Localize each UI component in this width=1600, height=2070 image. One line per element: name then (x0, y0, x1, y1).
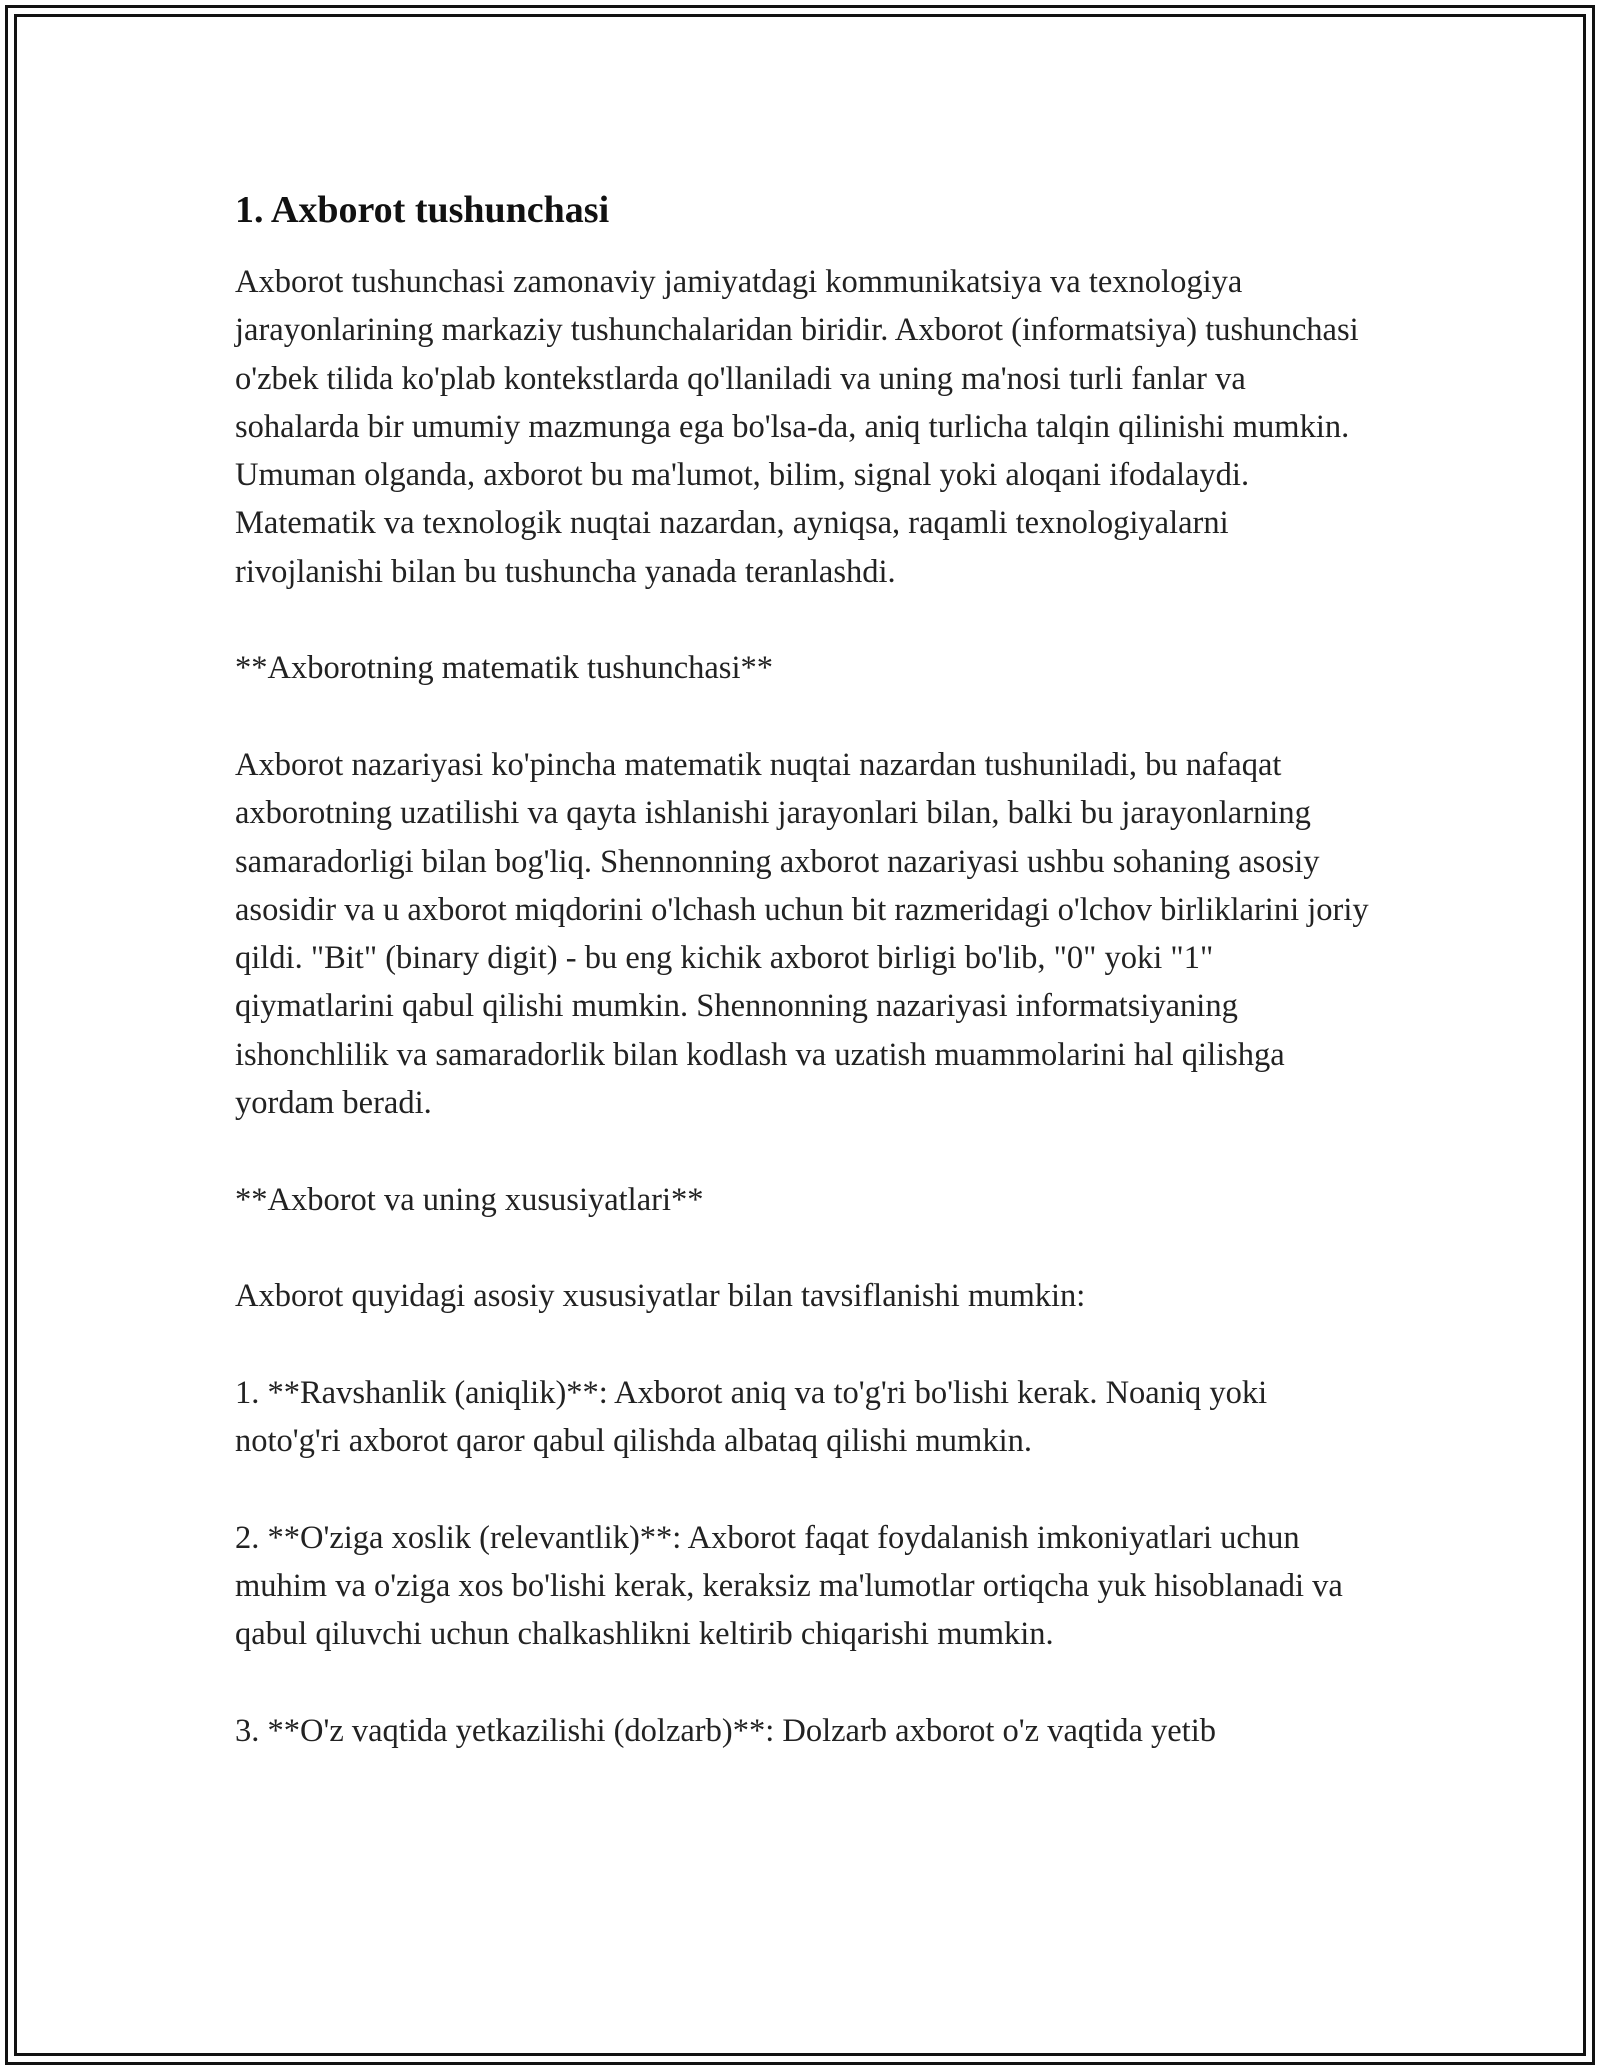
subheading-math-concept: **Axborotning matematik tushunchasi** (235, 650, 773, 687)
properties-intro-paragraph: Axborot quyidagi asosiy xususiyatlar bilan tavsiflanishi mumkin: (235, 1278, 1086, 1315)
list-item-relevance: 2. **O'ziga xoslik (relevantlik)**: Axborot faqat foydalanish imkoniyatlari uchun muhim va o'ziga xos bo'lishi kerak, keraksiz ma'lumotlar ortiqcha yuk hisoblanadi va qabul qiluvchi uchun chalkashlikni keltirib chiqarishi mumkin. (235, 1519, 1343, 1653)
math-theory-paragraph: Axborot nazariyasi ko'pincha matematik nuqtai nazardan tushuniladi, bu nafaqat axborotning uzatilishi va qayta ishlanishi jarayonlari bilan, balki bu jarayonlarning samaradorligi bilan bog'liq. Shennonning axborot nazariyasi ushbu sohaning asosiy asosidir va u axborot miqdorini o'lchash uchun bit razmeridagi o'lchov birliklarini joriy qildi. "Bit" (binary digit) - bu eng kichik axborot birligi bo'lib, "0" yoki "1" qiymatlarini qabul qilishi mumkin. Shennonning nazariyasi informatsiyaning ishonchlilik va samaradorlik bilan kodlash va uzatish muammolarini hal qilishga yordam beradi. (235, 746, 1369, 1122)
list-item-clarity: 1. **Ravshanlik (aniqlik)**: Axborot aniq va to'g'ri bo'lishi kerak. Noaniq yoki noto'g'ri axborot qaror qabul qilishda albataq qilishi mumkin. (235, 1374, 1268, 1460)
subheading-properties: **Axborot va uning xususiyatlari** (235, 1181, 704, 1218)
section-heading: 1. Axborot tushunchasi (235, 189, 610, 231)
list-item-timeliness: 3. **O'z vaqtida yetkazilishi (dolzarb)**: Dolzarb axborot o'z vaqtida yetib (235, 1712, 1216, 1749)
intro-paragraph: Axborot tushunchasi zamonaviy jamiyatdagi kommunikatsiya va texnologiya jarayonlarining markaziy tushunchalaridan biridir. Axborot (informatsiya) tushunchasi o'zbek tilida ko'plab kontekstlarda qo'llaniladi va uning ma'nosi turli fanlar va sohalarda bir umumiy mazmunga ega bo'lsa-da, aniq turlicha talqin qilinishi mumkin. Umuman olganda, axborot bu ma'lumot, bilim, signal yoki aloqani ifodalaydi. Matematik va texnologik nuqtai nazardan, ayniqsa, raqamli texnologiyalarni rivojlanishi bilan bu tushuncha yanada teranlashdi. (235, 264, 1359, 590)
document-body (235, 186, 1375, 1755)
